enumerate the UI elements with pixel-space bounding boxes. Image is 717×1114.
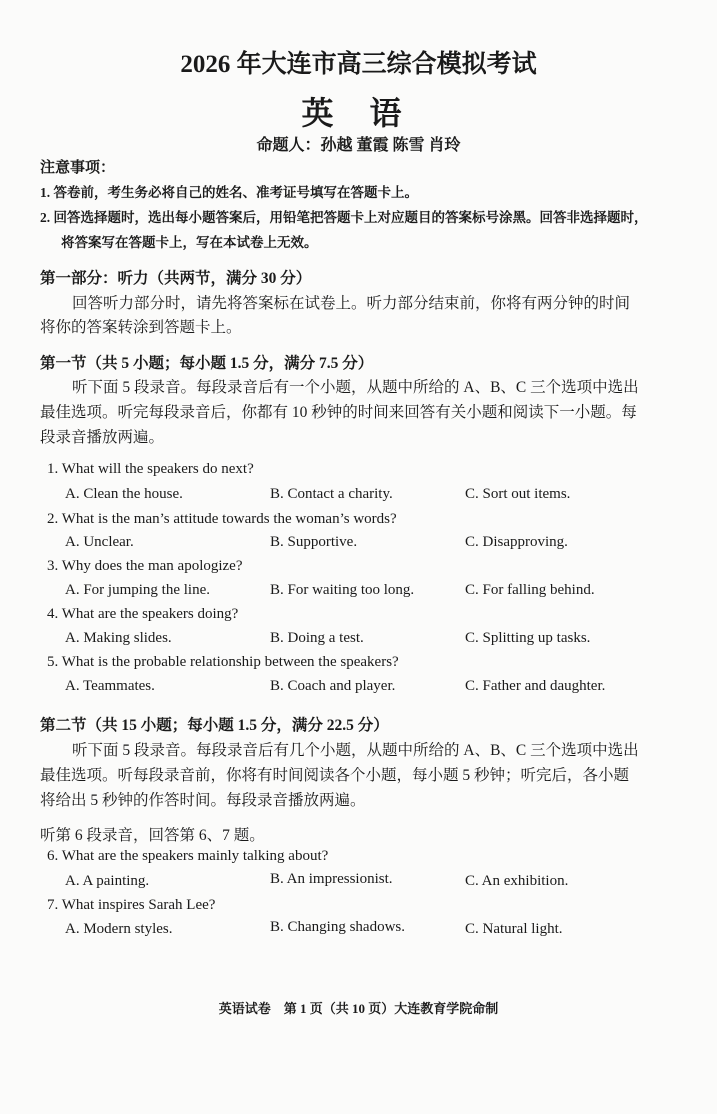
option-b: B. An impressionist.	[270, 871, 393, 887]
notice-item: 2. 回答选择题时，选出每小题答案后，用铅笔把答题卡上对应题目的答案标号涂黑。回答非选择题时，	[40, 210, 648, 225]
question-1: 1. What will the speakers do next?	[47, 461, 254, 477]
option-a: A. A painting.	[65, 873, 150, 889]
option-a: A. Unclear.	[65, 534, 134, 550]
option-b: B. Supportive.	[270, 534, 358, 550]
question-5: 5. What is the probable relationship between the speakers?	[47, 654, 399, 670]
option-b: B. Doing a test.	[270, 630, 364, 646]
exam-title: 2026 年大连市高三综合模拟考试	[180, 51, 537, 78]
option-a: A. Teammates.	[65, 678, 155, 694]
part1-heading: 第一部分：听力（共两节，满分 30 分）	[40, 270, 312, 287]
option-c: C. Disapproving.	[465, 534, 568, 550]
section2-text: 将给出 5 秒钟的作答时间。每段录音播放两遍。	[40, 792, 366, 809]
option-a: A. Making slides.	[65, 630, 172, 646]
option-c: C. An exhibition.	[465, 873, 569, 889]
option-a: A. For jumping the line.	[65, 582, 210, 598]
option-b: B. For waiting too long.	[270, 582, 415, 598]
section2-text: 听下面 5 段录音。每段录音后有几个小题，从题中所给的 A、B、C 三个选项中选出	[72, 742, 639, 759]
option-c: C. Natural light.	[465, 921, 563, 937]
section1-text: 最佳选项。听完每段录音后，你都有 10 秒钟的时间来回答有关小题和阅读下一小题。每	[40, 404, 637, 421]
subject-title: 英 语	[301, 95, 416, 131]
option-a: A. Clean the house.	[65, 486, 183, 502]
part1-text: 将你的答案转涂到答题卡上。	[40, 319, 242, 336]
section2-heading: 第二节（共 15 小题；每小题 1.5 分，满分 22.5 分）	[40, 717, 389, 734]
page-footer: 英语试卷 第 1 页（共 10 页）大连教育学院命制	[218, 1001, 499, 1016]
authors: 命题人：孙越 董霞 陈雪 肖玲	[256, 137, 461, 154]
question-3: 3. Why does the man apologize?	[47, 558, 243, 574]
section1-heading: 第一节（共 5 小题；每小题 1.5 分，满分 7.5 分）	[40, 355, 374, 372]
notice-heading: 注意事项：	[40, 160, 116, 176]
question-4: 4. What are the speakers doing?	[47, 606, 239, 622]
section2-instruction: 听第 6 段录音，回答第 6、7 题。	[40, 827, 265, 844]
option-c: C. Sort out items.	[465, 486, 571, 502]
section1-text: 听下面 5 段录音。每段录音后有一个小题，从题中所给的 A、B、C 三个选项中选出	[72, 379, 639, 396]
question-2: 2. What is the man’s attitude towards the woman’s words?	[47, 511, 397, 527]
notice-item: 将答案写在答题卡上，写在本试卷上无效。	[61, 235, 318, 250]
question-6: 6. What are the speakers mainly talking about?	[47, 848, 329, 864]
option-b: B. Contact a charity.	[270, 486, 393, 502]
question-7: 7. What inspires Sarah Lee?	[47, 897, 216, 913]
notice-item: 1. 答卷前，考生务必将自己的姓名、准考证号填写在答题卡上。	[40, 185, 418, 200]
part1-text: 回答听力部分时，请先将答案标在试卷上。听力部分结束前，你将有两分钟的时间	[72, 295, 631, 312]
option-c: C. Splitting up tasks.	[465, 630, 591, 646]
section2-text: 最佳选项。听每段录音前，你将有时间阅读各个小题，每小题 5 秒钟；听完后，各小题	[40, 767, 630, 784]
option-a: A. Modern styles.	[65, 921, 173, 937]
option-b: B. Coach and player.	[270, 678, 396, 694]
option-c: C. For falling behind.	[465, 582, 595, 598]
option-c: C. Father and daughter.	[465, 678, 606, 694]
section1-text: 段录音播放两遍。	[40, 429, 165, 446]
option-b: B. Changing shadows.	[270, 919, 405, 935]
